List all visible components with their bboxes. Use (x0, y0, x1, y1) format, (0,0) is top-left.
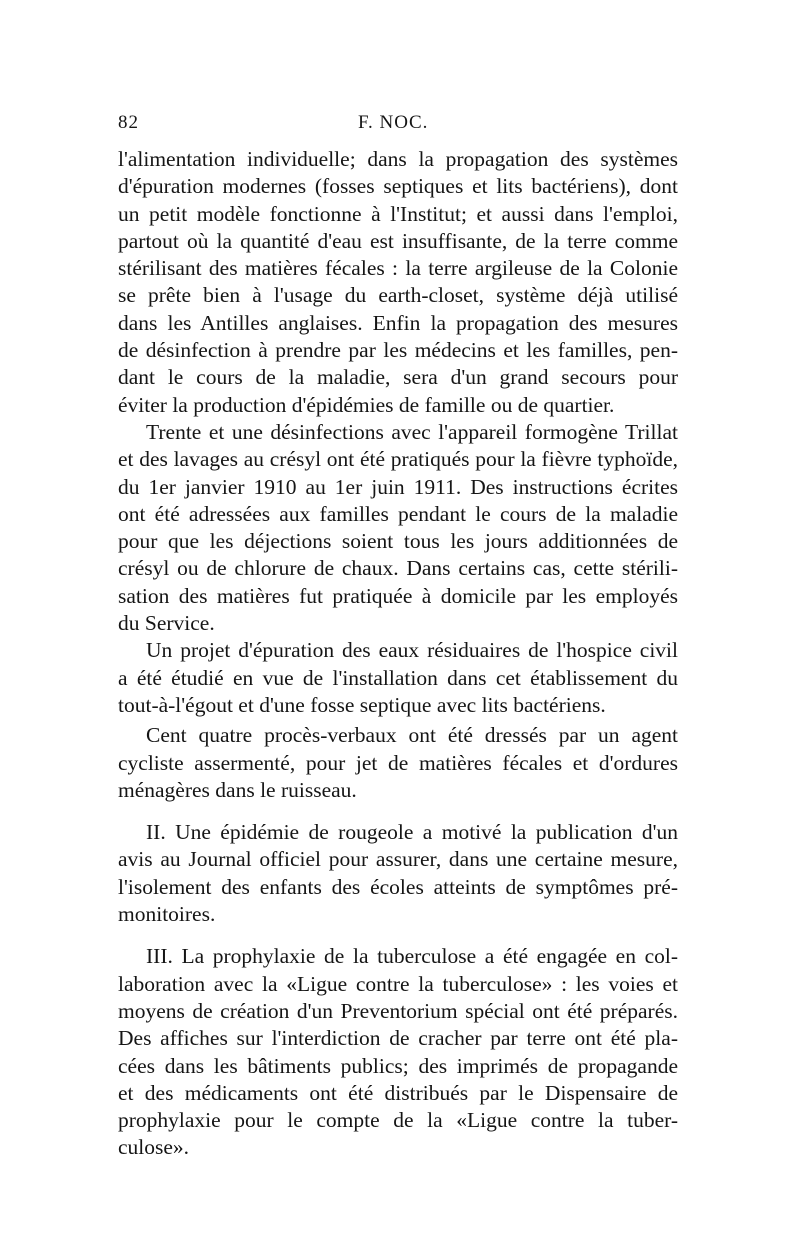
text-line: laboration avec la «Ligue contre la tuberculose» : les voies et (118, 971, 678, 996)
text-line: de désinfection à prendre par les médecins et les familles, pen- (118, 338, 678, 363)
text-line: du 1er janvier 1910 au 1er juin 1911. Des instructions écrites (118, 474, 678, 499)
text-line: Cent quatre procès-verbaux ont été dressés par un agent (146, 723, 678, 748)
text-line: cées dans les bâtiments publics; des imprimés de propagande (118, 1053, 678, 1078)
text-line: III. La prophylaxie de la tuberculose a été engagée en col- (146, 944, 678, 969)
text-line: ont été adressées aux familles pendant le cours de la maladie (118, 501, 678, 526)
text-line: tout-à-l'égout et d'une fosse septique avec lits bactériens. (118, 692, 606, 717)
text-line: et des médicaments ont été distribués par le Dispensaire de (118, 1080, 678, 1105)
text-line: du Service. (118, 611, 215, 636)
text-line: culose». (118, 1135, 190, 1160)
text-line: partout où la quantité d'eau est insuffisante, de la terre comme (118, 228, 678, 253)
text-line: Un projet d'épuration des eaux résiduaires de l'hospice civil (146, 638, 678, 663)
text-line: un petit modèle fonctionne à l'Institut; et aussi dans l'emploi, (118, 201, 678, 226)
text-line: stérilisant des matières fécales : la terre argileuse de la Colonie (118, 256, 678, 281)
section-iii (118, 943, 678, 1161)
text-line: se prête bien à l'usage du earth-closet, système déjà utilisé (118, 283, 678, 308)
page-number: 82 (118, 112, 139, 133)
text-line: monitoires. (118, 902, 216, 927)
text-line: pour que les déjections soient tous les jours additionnées de (118, 529, 678, 554)
text-line: dans les Antilles anglaises. Enfin la propagation des mesures (118, 310, 678, 335)
text-line: d'épuration modernes (fosses septiques et lits bactériens), dont (118, 174, 678, 199)
text-line: avis au Journal officiel pour assurer, dans une certaine mesure, (118, 847, 678, 872)
text-line: éviter la production d'épidémies de famille ou de quartier. (118, 392, 615, 417)
text-line: dant le cours de la maladie, sera d'un grand secours pour (118, 365, 678, 390)
text-line: l'isolement des enfants des écoles atteints de symptômes pré- (118, 874, 678, 899)
paragraph-4 (118, 722, 678, 804)
paragraph-1 (118, 146, 678, 419)
text-line: prophylaxie pour le compte de la «Ligue contre la tuber- (118, 1108, 678, 1133)
text-line: cycliste assermenté, pour jet de matières fécales et d'ordures (118, 750, 678, 775)
paragraph-2 (118, 419, 678, 637)
text-line: a été étudié en vue de l'installation dans cet établissement du (118, 665, 678, 690)
text-line: II. Une épidémie de rougeole a motivé la publication d'un (146, 820, 678, 845)
text-line: moyens de création d'un Preventorium spécial ont été préparés. (118, 998, 678, 1023)
text-line: l'alimentation individuelle; dans la propagation des systèmes (118, 147, 678, 171)
text-line: sation des matières fut pratiquée à domicile par les employés (118, 583, 678, 608)
section-ii (118, 819, 678, 928)
text-line: ménagères dans le ruisseau. (118, 777, 357, 802)
paragraph-3 (118, 637, 678, 719)
text-line: crésyl ou de chlorure de chaux. Dans certains cas, cette stérili- (118, 556, 678, 581)
text-line: Trente et une désinfections avec l'appareil formogène Trillat (146, 419, 678, 444)
running-head: F. NOC. (358, 112, 429, 133)
body-text (118, 146, 678, 1162)
page-header (118, 112, 678, 142)
text-line: Des affiches sur l'interdiction de cracher par terre ont été pla- (118, 1026, 678, 1051)
text-line: et des lavages au crésyl ont été pratiqués pour la fièvre typhoïde, (118, 447, 678, 472)
